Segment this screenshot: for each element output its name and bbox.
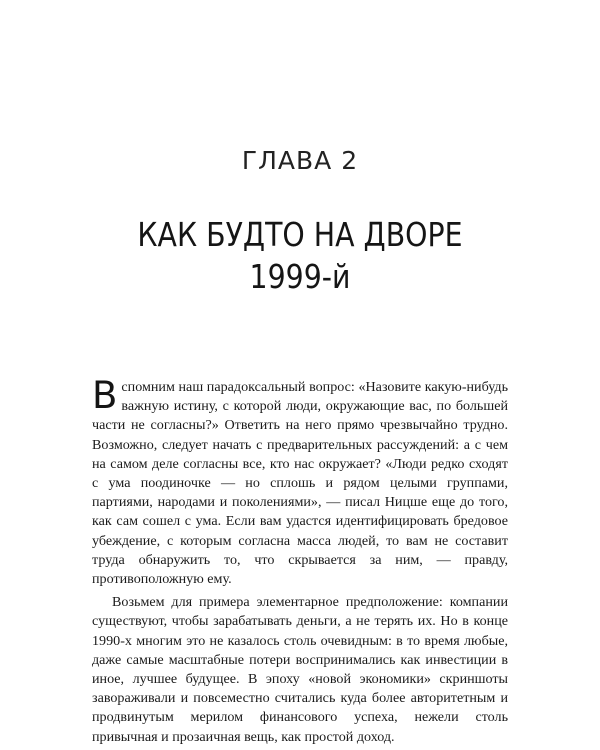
chapter-title-line-1: КАК БУДТО НА ДВОРЕ: [137, 215, 463, 254]
drop-cap: В: [92, 374, 118, 417]
chapter-title-line-2: 1999-й: [249, 257, 351, 296]
chapter-title: [42, 214, 558, 298]
paragraph-1: [92, 374, 508, 589]
paragraph-2: Возьмем для примера элементарное предположение: компании существуют, чтобы зарабатывать деньги, а не терять их. Но в конце 1990-х многим это не казалось столь очевидным: в то время любые, даже самые масштабные потери воспринимались как инвестиции в иное, лучшее будущее. В эпоху «новой экономики» скриншоты завораживали и повсеместно считались куда более авторитетным и продвинутым мерилом финансового успеха, нежели столь привычная и прозаичная вещь, как простой доход.: [92, 594, 508, 745]
paragraph-1-text: спомним наш парадоксальный вопрос: «Назовите какую-нибудь важную истину, с которой люди, окружающие вас, по большей части не согласны?» Ответить на него прямо чрезвычайно трудно. Возможно, следует начать с предварительных рассуждений: а с чем на самом деле согласны все, кто нас окружает? «Люди редко сходят с ума поодиночке — но сплошь и рядом целыми группами, партиями, народами и поколениями», — писал Ницше еще до того, как сам сошел с ума. Если вам удастся идентифицировать бредовое убеждение, с которым согласна масса людей, то вам не составит труда обнаружить то, что скрывается за ним, — правду, противоположную ему.: [92, 379, 508, 588]
chapter-body: [92, 374, 508, 747]
chapter-label: ГЛАВА 2: [241, 146, 359, 175]
